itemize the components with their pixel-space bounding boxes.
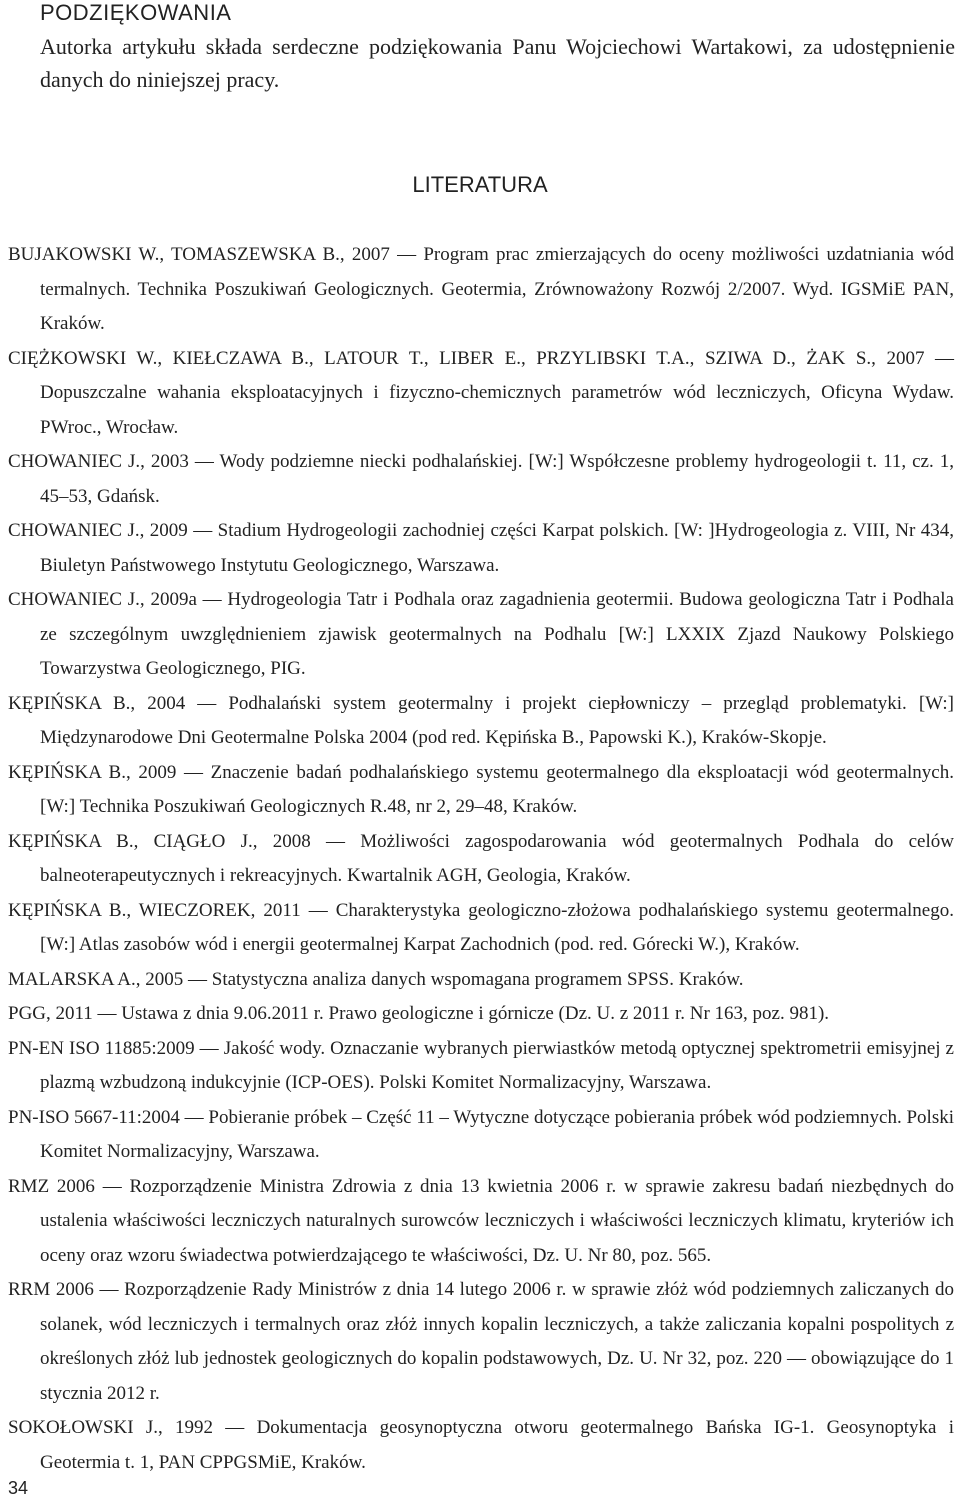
reference-item: PGG, 2011 — Ustawa z dnia 9.06.2011 r. Prawo geologiczne i górnicze (Dz. U. z 2011 r. Nr 163, poz. 981). [8,1003,830,1024]
reference-item: RRM 2006 — Rozporządzenie Rady Ministrów z dnia 14 lutego 2006 r. w sprawie złóż wód podziemnych zaliczanych do solanek, wód leczniczych i termalnych oraz złóż innych kopalin leczniczych, a także zaliczania kopalni pospolitych z określonych złóż lub jednostek geologicznych do kopalin podstawowych, Dz. U. Nr 32, poz. 220 — obowiązujące do 1 stycznia 2012 r. [8,1279,954,1404]
reference-list [8,238,954,1480]
reference-item: KĘPIŃSKA B., WIECZOREK, 2011 — Charakterystyka geologiczno-złożowa podhalańskiego systemu geotermalnego. [W:] Atlas zasobów wód i energii geotermalnej Karpat Zachodnich (pod. red. Górecki W.), Kraków. [8,899,954,955]
acknowledgements-text: Autorka artykułu składa serdeczne podziękowania Panu Wojciechowi Wartakowi, za udostępnienie danych do niniejszej pracy. [40,34,955,92]
reference-item: KĘPIŃSKA B., 2004 — Podhalański system geotermalny i projekt ciepłowniczy – przegląd problematyki. [W:] Międzynarodowe Dni Geotermalne Polska 2004 (pod red. Kępińska B., Papowski K.), Kraków-Skopje. [8,692,954,748]
reference-item: CIĘŻKOWSKI W., KIEŁCZAWA B., LATOUR T., LIBER E., PRZYLIBSKI T.A., SZIWA D., ŻAK S., 2007 — Dopuszczalne wahania eksploatacyjnych i fizyczno-chemicznych parametrów wód leczniczych, Oficyna Wydaw. PWroc., Wrocław. [8,347,954,438]
page-number: 34 [8,1478,29,1498]
reference-item: BUJAKOWSKI W., TOMASZEWSKA B., 2007 — Program prac zmierzających do oceny możliwości uzdatniania wód termalnych. Technika Poszukiwań Geologicznych. Geotermia, Zrównoważony Rozwój 2/2007. Wyd. IGSMiE PAN, Kraków. [8,244,954,334]
reference-item: KĘPIŃSKA B., CIĄGŁO J., 2008 — Możliwości zagospodarowania wód geotermalnych Podhala do celów balneoterapeutycznych i rekreacyjnych. Kwartalnik AGH, Geologia, Kraków. [8,830,954,886]
reference-item: KĘPIŃSKA B., 2009 — Znaczenie badań podhalańskiego systemu geotermalnego dla eksploatacji wód geotermalnych. [W:] Technika Poszukiwań Geologicznych R.48, nr 2, 29–48, Kraków. [8,761,954,817]
acknowledgements-heading: PODZIĘKOWANIA [40,0,232,25]
reference-item: SOKOŁOWSKI J., 1992 — Dokumentacja geosynoptyczna otworu geotermalnego Bańska IG-1. Geosynoptyka i Geotermia t. 1, PAN CPPGSMiE, Kraków. [8,1417,954,1473]
reference-item: PN-ISO 5667-11:2004 — Pobieranie próbek – Część 11 – Wytyczne dotyczące pobierania próbek wód podziemnych. Polski Komitet Normalizacyjny, Warszawa. [8,1106,954,1162]
reference-item: MALARSKA A., 2005 — Statystyczna analiza danych wspomagana programem SPSS. Kraków. [8,968,744,990]
reference-item: CHOWANIEC J., 2009 — Stadium Hydrogeologii zachodniej części Karpat polskich. [W: ]Hydrogeologia z. VIII, Nr 434, Biuletyn Państwowego Instytutu Geologicznego, Warszawa. [8,520,954,576]
reference-item: CHOWANIEC J., 2009a — Hydrogeologia Tatr i Podhala oraz zagadnienia geotermii. Budowa geologiczna Tatr i Podhala ze szczególnym uwzględnieniem zjawisk geotermalnych na Podhalu [W:] LXXIX Zjazd Naukowy Polskiego Towarzystwa Geologicznego, PIG. [8,589,954,679]
reference-item: CHOWANIEC J., 2003 — Wody podziemne niecki podhalańskiej. [W:] Współczesne problemy hydrogeologii t. 11, cz. 1, 45–53, Gdańsk. [8,451,954,507]
literature-heading: LITERATURA [412,172,548,197]
reference-item: RMZ 2006 — Rozporządzenie Ministra Zdrowia z dnia 13 kwietnia 2006 r. w sprawie zakresu badań niezbędnych do ustalenia właściwości leczniczych naturalnych surowców leczniczych i właściwości leczniczych klimatu, kryteriów ich oceny oraz wzoru świadectwa potwierdzającego te właściwości, Dz. U. Nr 80, poz. 565. [8,1175,954,1266]
reference-item: PN-EN ISO 11885:2009 — Jakość wody. Oznaczanie wybranych pierwiastków metodą optycznej spektrometrii emisyjnej z plazmą wzbudzoną indukcyjnie (ICP-OES). Polski Komitet Normalizacyjny, Warszawa. [8,1037,954,1093]
